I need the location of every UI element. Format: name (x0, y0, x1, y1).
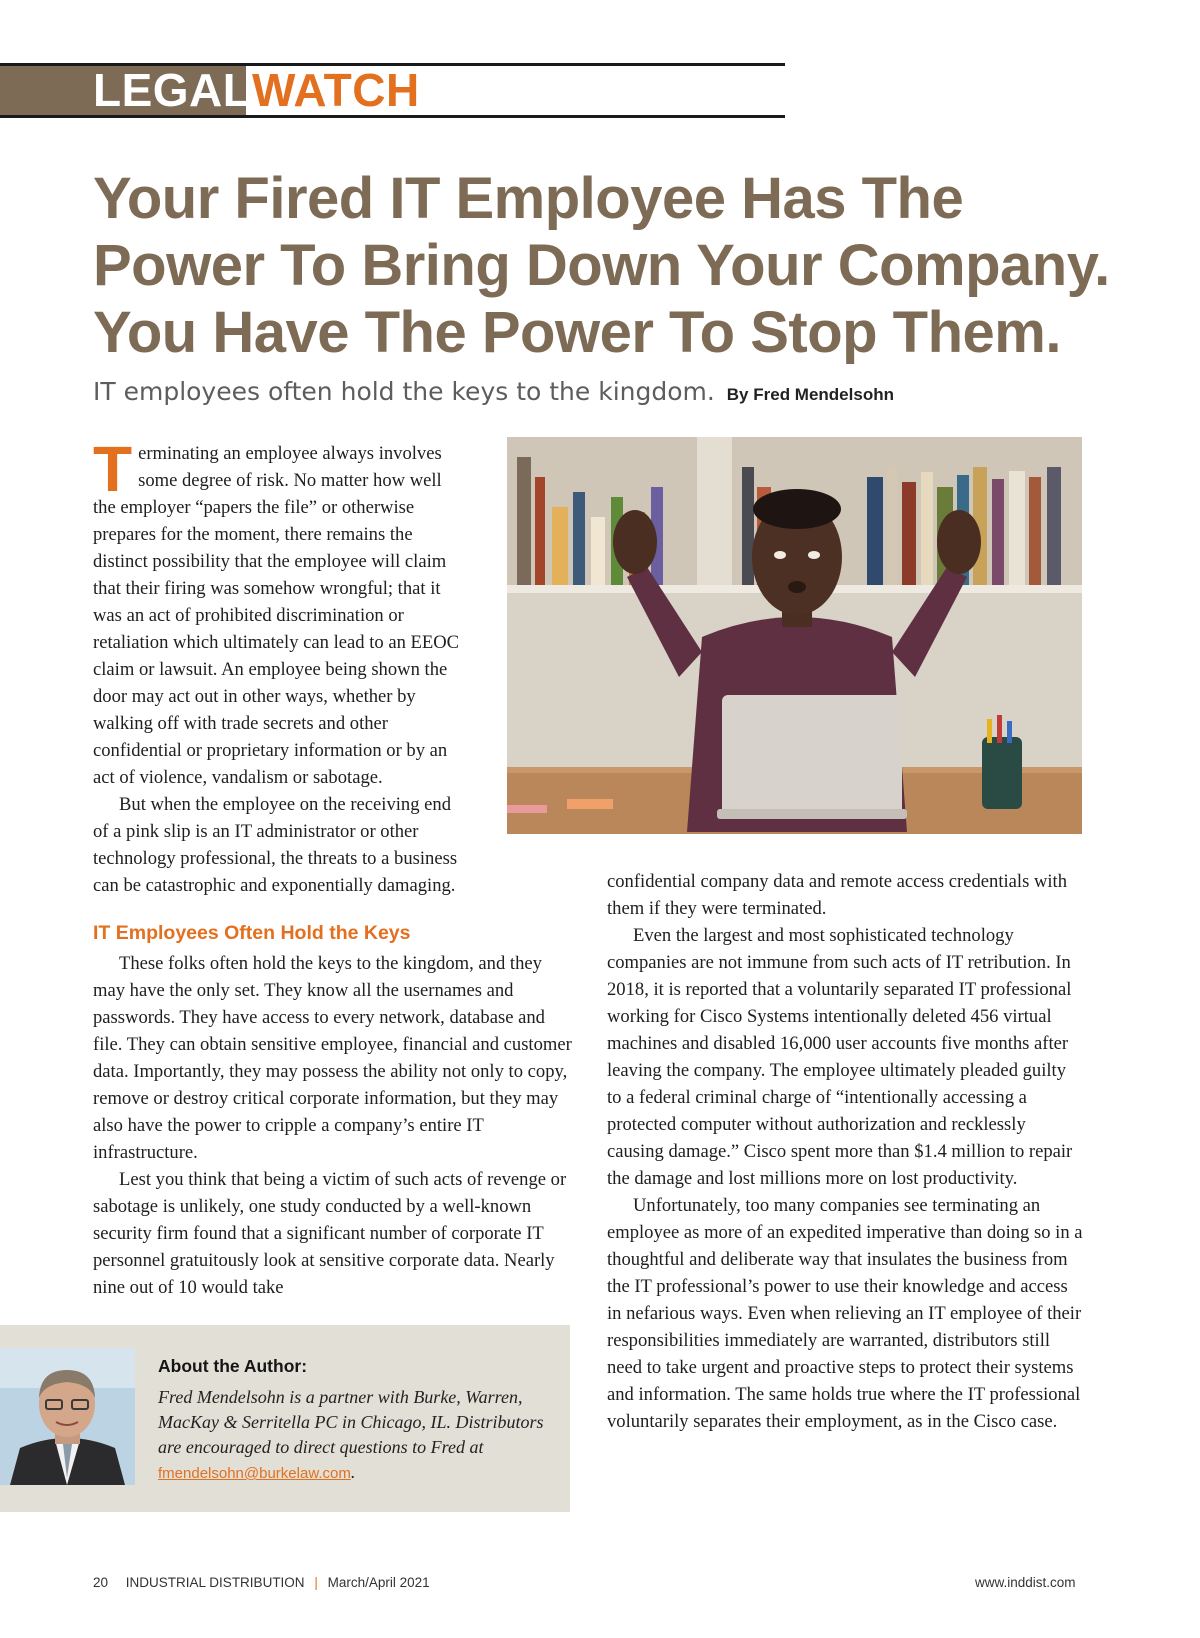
byline: By Fred Mendelsohn (726, 385, 894, 404)
intro-wrap (93, 433, 468, 899)
issue-date: March/April 2021 (327, 1575, 430, 1590)
section-label-watch: WATCH (252, 64, 420, 116)
deck-text: IT employees often hold the keys to the kingdom. (93, 377, 715, 406)
author-photo (0, 1348, 135, 1485)
author-bio-period: . (350, 1462, 356, 1482)
intro-column (93, 433, 573, 899)
section-label-legal: LEGAL (93, 64, 252, 116)
footer-website: www.inddist.com (975, 1575, 1076, 1590)
article-photo (507, 437, 1082, 834)
author-bio-text: Fred Mendelsohn is a partner with Burke, Warren, MacKay & Serritella PC in Chicago, IL. Distributors are encouraged to direct questions to Fred at (158, 1387, 544, 1457)
section-paragraph-2: Lest you think that being a victim of such acts of revenge or sabotage is unlikely, one study conducted by a well-known security firm found that a significant number of corporate IT personnel gratuitously look at sensitive corporate data. Nearly nine out of 10 would take (93, 1169, 567, 1298)
intro-paragraph-2: But when the employee on the receiving end of a pink slip is an IT administrator or other technology professional, the threats to a business can be catastrophic and exponentially damaging. (93, 794, 458, 896)
dropcap: T (93, 433, 133, 505)
headline-line-1: Your Fired IT Employee Has The (93, 166, 964, 231)
intro-paragraph-1: erminating an employee always involves some degree of risk. No matter how well the employer “papers the file” or otherwise prepares for the moment, there remains the distinct possibility that the employee will claim that their firing was somehow wrongful; that it was an act of prohibited discrimination or retaliation which ultimately can lead to an EEOC claim or lawsuit. An employee being shown the door may act out in other ways, whether by walking off with trade secrets and other confidential or proprietary information or by an act of violence, vandalism or sabotage. (93, 443, 460, 788)
right-column (607, 868, 1084, 1435)
headline-line-3: You Have The Power To Stop Them. (93, 300, 1061, 365)
section-paragraph-1: These folks often hold the keys to the kingdom, and they may have the only set. They know all the usernames and passwords. They have access to every network, database and file. They can obtain sensitive employee, financial and customer data. Importantly, they may possess the ability not only to copy, remove or destroy critical corporate information, but they may also have the power to cripple a company’s entire IT infrastructure. (93, 953, 572, 1163)
footer-separator: | (314, 1575, 318, 1590)
right-paragraph-2: Even the largest and most sophisticated technology companies are not immune from such acts of IT retribution. In 2018, it is reported that a voluntarily separated IT professional working for Cisco Systems intentionally deleted 456 virtual machines and disabled 16,000 user accounts five months after leaving the company. The employee ultimately pleaded guilty to a federal criminal charge of “intentionally accessing a protected computer without authorization and recklessly causing damage.” Cisco spent more than $1.4 million to repair the damage and lost millions more on lost productivity. (607, 925, 1073, 1189)
author-bio (158, 1385, 553, 1486)
article-headline (93, 165, 1153, 366)
publication-name: INDUSTRIAL DISTRIBUTION (125, 1575, 305, 1590)
footer-left (93, 1575, 430, 1590)
right-paragraph-1: confidential company data and remote access credentials with them if they were terminated. (607, 871, 1068, 919)
author-heading: About the Author: (158, 1356, 308, 1376)
headline-line-2: Power To Bring Down Your Company. (93, 233, 1110, 298)
author-portrait (0, 1348, 135, 1485)
article-deck (93, 377, 894, 406)
section-subhead: IT Employees Often Hold the Keys (93, 922, 411, 944)
photo-illustration (507, 437, 1082, 834)
left-column-bottom (93, 950, 573, 1301)
page-number: 20 (93, 1575, 109, 1590)
author-email-link[interactable]: fmendelsohn@burkelaw.com (158, 1465, 351, 1482)
right-paragraph-3: Unfortunately, too many companies see terminating an employee as more of an expedited imperative than doing so in a thoughtful and deliberate way that insulates the business from the IT professional’s power to use their knowledge and access in nefarious ways. Even when relieving an IT employee of their responsibilities immediately are warranted, distributors still need to take urgent and proactive steps to protect their systems and information. The same holds true where the IT professional voluntarily separates their employment, as in the Cisco case. (607, 1195, 1083, 1432)
